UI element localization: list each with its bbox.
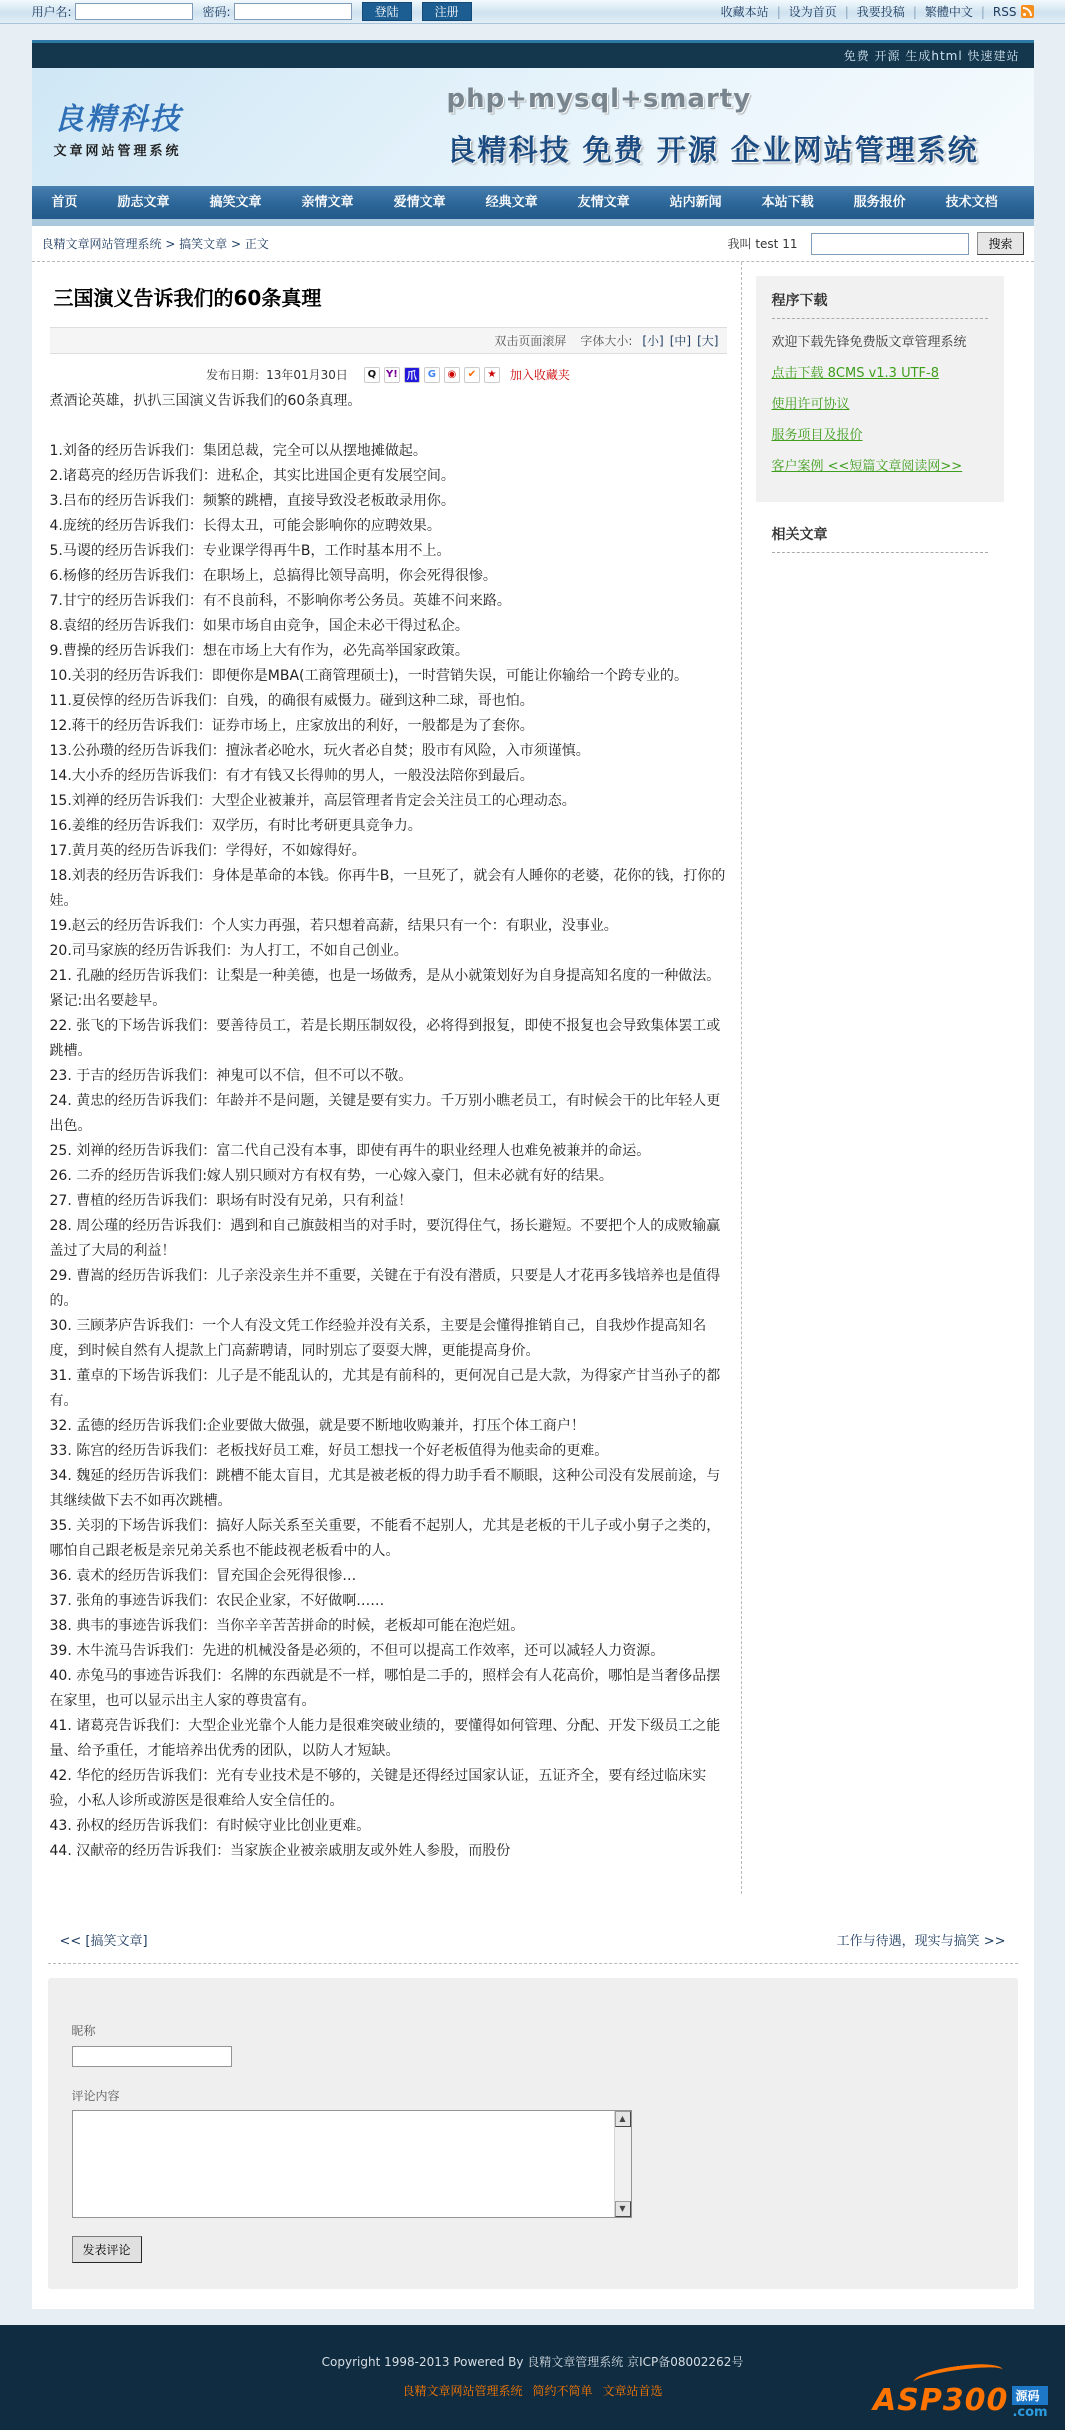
article-line: 11.夏侯惇的经历告诉我们：自残，的确很有威慑力。碰到这种二球，哥也怕。 xyxy=(49,693,534,709)
username-field[interactable] xyxy=(75,3,193,20)
article-column xyxy=(42,262,742,1894)
nav-item[interactable]: 亲情文章 xyxy=(301,195,354,210)
article-line: 43. 孙权的经历告诉我们：有时候守业比创业更难。 xyxy=(49,1818,371,1834)
prev-article-link[interactable]: << [搞笑文章] xyxy=(59,1934,148,1949)
article-pager xyxy=(42,1894,1024,1963)
asp300-text: ASP300 xyxy=(873,2382,1009,2418)
article-line: 10.关羽的经历告诉我们：即便你是MBA(工商管理硕士)，一时营销失误，可能让你输给一个跨专业的。 xyxy=(49,668,688,684)
logo-subtitle-text: 文章网站管理系统 xyxy=(53,144,182,159)
site-footer xyxy=(0,2325,1065,2430)
download-box xyxy=(756,276,1004,502)
favorite-icon[interactable]: ★ xyxy=(484,367,500,383)
asp300-com-text: .com xyxy=(1012,2404,1048,2420)
divider xyxy=(772,552,988,553)
article-line: 39. 木牛流马告诉我们：先进的机械没备是必须的，不但可以提高工作效率，还可以减轻人力资源。 xyxy=(49,1643,665,1659)
banner-tech-text: php+mysql+smarty xyxy=(446,84,752,114)
download-link[interactable]: 点击下载 8CMS v1.3 UTF-8 xyxy=(771,366,939,381)
logo-brand-text: 良精科技 xyxy=(53,102,182,137)
article-line: 8.袁绍的经历告诉我们：如果市场自由竞争，国企未必干得过私企。 xyxy=(49,618,469,634)
fontsize-link[interactable]: [小] xyxy=(642,334,664,348)
article-line: 7.甘宁的经历告诉我们：有不良前科，不影响你考公务员。英雄不问来路。 xyxy=(49,593,511,609)
search-button[interactable]: 搜索 xyxy=(977,232,1023,255)
breadcrumb[interactable]: 良精文章网站管理系统 > 搞笑文章 > 正文 xyxy=(41,237,269,251)
related-articles-title: 相关文章 xyxy=(771,527,828,543)
download-link[interactable]: 服务项目及报价 xyxy=(771,428,863,443)
nav-item[interactable]: 励志文章 xyxy=(117,195,170,210)
comment-content-label: 评论内容 xyxy=(71,2088,120,2103)
article-line: 40. 赤兔马的事迹告诉我们：名牌的东西就是不一样，哪怕是二手的，照样会有人花高价，哪怕是当奢侈品摆在家里，也可以显示出主人家的尊贵富有。 xyxy=(49,1668,721,1709)
scroll-hint-text[interactable]: 双击页面滚屏 xyxy=(494,334,567,348)
download-link[interactable]: 使用许可协议 xyxy=(771,397,850,412)
topbar-link[interactable]: 繁體中文 | xyxy=(925,3,993,20)
yuanma-badge: 源码 xyxy=(1012,2386,1047,2405)
rss-icon[interactable] xyxy=(1021,5,1034,18)
publish-date-label: 发布日期： xyxy=(206,368,267,382)
article-line: 14.大小乔的经历告诉我们：有才有钱又长得帅的男人，一般没法陪你到最后。 xyxy=(49,768,534,784)
article-line: 41. 诸葛亮告诉我们：大型企业光靠个人能力是很难突破业绩的，要懂得如何管理、分配、开发下级员工之能量、给予重任，才能培养出优秀的团队，以防人才短缺。 xyxy=(49,1718,721,1759)
submit-comment-button[interactable]: 发表评论 xyxy=(72,2236,142,2263)
nav-item[interactable]: 首页 xyxy=(51,195,78,210)
breadcrumb-row xyxy=(32,226,1034,262)
topbar-link[interactable]: 收藏本站 | xyxy=(721,3,789,20)
password-field[interactable] xyxy=(234,3,352,20)
topbar-links xyxy=(721,3,1017,20)
article-line: 23. 于吉的经历告诉我们：神鬼可以不信，但不可以不敬。 xyxy=(49,1068,413,1084)
article-line: 15.刘禅的经历告诉我们：大型企业被兼并，高层管理者肯定会关注员工的心理动态。 xyxy=(49,793,576,809)
divider xyxy=(48,1963,1018,1964)
topbar-link[interactable]: 我要投稿 | xyxy=(857,3,925,20)
site-logo[interactable] xyxy=(54,94,182,159)
google-icon[interactable]: G xyxy=(424,367,440,383)
article-line: 18.刘表的经历告诉我们：身体是革命的本钱。你再牛B，一旦死了，就会有人睡你的老婆，花你的钱，打你的娃。 xyxy=(49,868,726,909)
article-line: 16.姜维的经历告诉我们：双学历，有时比考研更具竞争力。 xyxy=(49,818,422,834)
scroll-down-icon[interactable]: ▼ xyxy=(615,2201,631,2217)
article-line: 2.诸葛亮的经历告诉我们：进私企，其实比进国企更有发展空间。 xyxy=(49,468,455,484)
password-label: 密码: xyxy=(202,5,231,19)
fontsize-label: 字体大小: xyxy=(580,334,633,348)
baidu-icon[interactable]: 爪 xyxy=(404,367,420,383)
hand-share-icon[interactable]: ✔ xyxy=(464,367,480,383)
yahoo-icon[interactable]: Y! xyxy=(384,367,400,383)
article-line: 25. 刘禅的经历告诉我们：富二代自己没有本事，即使有再牛的职业经理人也难免被兼并的命运。 xyxy=(49,1143,651,1159)
article-line: 9.曹操的经历告诉我们：想在市场上大有作为，必先高举国家政策。 xyxy=(49,643,469,659)
article-body xyxy=(50,439,727,1864)
article-meta-bar xyxy=(50,327,727,354)
article-intro: 煮酒论英雄，扒扒三国演义告诉我们的60条真理。 xyxy=(49,393,362,409)
article-line: 4.庞统的经历告诉我们：长得太丑，可能会影响你的应聘效果。 xyxy=(49,518,441,534)
article-line: 33. 陈宫的经历告诉我们：老板找好员工难，好员工想找一个好老板值得为他卖命的更难。 xyxy=(49,1443,609,1459)
nav-item[interactable]: 技术文档 xyxy=(945,195,998,210)
article-line: 19.赵云的经历告诉我们：个人实力再强，若只想着高薪，结果只有一个：有职业，没事业。 xyxy=(49,918,618,934)
article-line: 42. 华佗的经历告诉我们：光有专业技术是不够的，关键是还得经过国家认证，五证齐全，要有经过临床实验，小私人诊所或游医是很难给人安全信任的。 xyxy=(49,1768,707,1809)
topbar-link[interactable]: 设为首页 | xyxy=(789,3,857,20)
article-line: 38. 典韦的事迹告诉我们：当你辛辛苦苦拼命的时候，老板却可能在泡烂妞。 xyxy=(49,1618,525,1634)
nickname-label: 昵称 xyxy=(71,2024,96,2038)
download-welcome-text: 欢迎下载先锋免费版文章管理系统 xyxy=(771,335,967,350)
article-line: 22. 张飞的下场告诉我们：要善待员工，若是长期压制奴役，必将得到报复，即使不报复也会导致集体罢工或跳槽。 xyxy=(49,1018,721,1059)
article-title: 三国演义告诉我们的60条真理 xyxy=(53,286,322,310)
main-nav xyxy=(32,186,1034,219)
copyright-text: Copyright 1998-2013 Powered By 良精文章管理系统 京ICP备08002262号 xyxy=(321,2354,744,2369)
download-box-title: 程序下载 xyxy=(771,293,828,309)
article-line: 21. 孔融的经历告诉我们：让梨是一种美德，也是一场做秀，是从小就策划好为自身提高知名度的一种做法。紧记:出名要趁早。 xyxy=(49,968,721,1009)
nav-item[interactable]: 站内新闻 xyxy=(669,195,722,210)
qq-icon[interactable]: Q xyxy=(364,367,380,383)
fontsize-links xyxy=(636,332,718,349)
article-line: 17.黄月英的经历告诉我们：学得好，不如嫁得好。 xyxy=(49,843,366,859)
top-utility-bar xyxy=(0,0,1065,24)
add-favorite-link[interactable]: 加入收藏夹 xyxy=(509,368,570,382)
nav-item[interactable]: 友情文章 xyxy=(577,195,630,210)
fontsize-link[interactable]: [大] xyxy=(697,334,719,348)
comment-textarea-wrap xyxy=(72,2110,632,2218)
article-line: 44. 汉献帝的经历告诉我们：当家族企业被亲戚朋友或外姓人参股，而股份 xyxy=(49,1843,511,1859)
download-link[interactable]: 客户案例 <<短篇文章阅读网>> xyxy=(771,459,963,474)
fontsize-link[interactable]: [中] xyxy=(669,334,692,348)
header-banner xyxy=(32,68,1034,186)
article-line: 5.马谡的经历告诉我们：专业课学得再牛B，工作时基本用不上。 xyxy=(49,543,451,559)
nav-item[interactable]: 爱情文章 xyxy=(393,195,446,210)
article-line: 13.公孙瓒的经历告诉我们：擅泳者必呛水，玩火者必自焚；股市有风险，入市须谨慎。 xyxy=(49,743,590,759)
article-line: 30. 三顾茅庐告诉我们：一个人有没文凭工作经验并没有关系，主要是会懂得推销自己，自我炒作提高知名度，到时候自然有人提款上门高薪聘请，同时别忘了耍耍大牌，更能提高身价。 xyxy=(49,1318,707,1359)
login-button[interactable]: 登陆 xyxy=(362,2,412,21)
article-line: 3.吕布的经历告诉我们：频繁的跳槽，直接导致没老板敢录用你。 xyxy=(49,493,455,509)
article-line: 26. 二乔的经历告诉我们:嫁人别只顾对方有权有势，一心嫁入豪门，但未必就有好的结果。 xyxy=(49,1168,613,1184)
nav-bottom-strip xyxy=(32,219,1034,226)
header-topbar xyxy=(32,40,1034,68)
nav-item[interactable]: 服务报价 xyxy=(853,195,906,210)
asp300-logo[interactable] xyxy=(873,2366,1048,2420)
register-button[interactable]: 注册 xyxy=(422,2,472,21)
article-line: 27. 曹植的经历告诉我们：职场有时没有兄弟，只有利益！ xyxy=(49,1193,413,1209)
article-line: 20.司马家族的经历告诉我们：为人打工，不如自己创业。 xyxy=(49,943,408,959)
sidebar xyxy=(742,262,1010,1894)
share-icons xyxy=(364,367,504,383)
publish-date-value: 13年01月30日 xyxy=(266,368,348,382)
textarea-scrollbar[interactable] xyxy=(614,2111,631,2217)
nav-item[interactable]: 搞笑文章 xyxy=(209,195,262,210)
article-line: 1.刘备的经历告诉我们：集团总裁，完全可以从摆地摊做起。 xyxy=(49,443,427,459)
banner-slogan-text: 良精科技 免费 开源 企业网站管理系统 xyxy=(446,133,979,167)
comment-textarea[interactable] xyxy=(73,2111,614,2217)
nickname-input[interactable] xyxy=(72,2046,232,2067)
related-articles-box xyxy=(756,524,1004,553)
article-line: 28. 周公瑾的经历告诉我们：遇到和自己旗鼓相当的对手时，要沉得住气，扬长避短。不要把个人的成败输赢盖过了大局的利益！ xyxy=(49,1218,721,1259)
footer-link[interactable]: 文章站首选 xyxy=(602,2383,663,2398)
download-links xyxy=(772,362,988,474)
site-header xyxy=(32,40,1034,226)
article-line: 32. 孟德的经历告诉我们:企业要做大做强，就是要不断地收购兼并，打压个体工商户！ xyxy=(49,1418,585,1434)
nav-item[interactable]: 经典文章 xyxy=(485,195,538,210)
article-line: 35. 关羽的下场告诉我们：搞好人际关系至关重要，不能看不起别人，尤其是老板的干儿子或小舅子之类的，哪怕自己跟老板是亲兄弟关系也不能歧视老板看中的人。 xyxy=(49,1518,721,1559)
scroll-up-icon[interactable]: ▲ xyxy=(615,2111,631,2127)
divider xyxy=(772,318,988,319)
article-line: 12.蒋干的经历告诉我们：证券市场上，庄家放出的利好，一般都是为了套你。 xyxy=(49,718,534,734)
article-line: 36. 袁术的经历告诉我们：冒充国企会死得很惨… xyxy=(49,1568,357,1584)
search-input[interactable] xyxy=(811,233,969,255)
topbar-link[interactable]: RSS xyxy=(992,4,1017,19)
nav-item[interactable]: 本站下载 xyxy=(761,195,814,210)
article-line: 31. 董卓的下场告诉我们：儿子是不能乱认的，尤其是有前科的，更何况自己是大款，为得家产甘当孙子的都有。 xyxy=(49,1368,721,1409)
article-line: 34. 魏延的经历告诉我们：跳槽不能太盲目，尤其是被老板的得力助手看不顺眼，这种公司没有发展前途，与其继续做下去不如再次跳槽。 xyxy=(49,1468,721,1509)
article-line: 29. 曹嵩的经历告诉我们：儿子亲没亲生并不重要，关键在于有没有潜质，只要是人才花再多钱培养也是值得的。 xyxy=(49,1268,721,1309)
footer-link[interactable]: 简约不简单 xyxy=(532,2383,593,2398)
footer-link[interactable]: 良精文章网站管理系统 xyxy=(402,2383,523,2398)
content-area xyxy=(32,262,1034,2309)
article-line: 24. 黄忠的经历告诉我们：年龄并不是问题，关键是要有实力。千万别小瞧老员工，有时候会干的比年轻人更出色。 xyxy=(49,1093,721,1134)
username-label: 用户名: xyxy=(31,5,72,19)
comment-box xyxy=(48,1978,1018,2289)
article-line: 37. 张角的事迹告诉我们：农民企业家，不好做啊…… xyxy=(49,1593,385,1609)
next-article-link[interactable]: 工作与待遇，现实与搞笑 >> xyxy=(836,1934,1006,1949)
publish-row xyxy=(50,354,727,389)
sina-eye-icon[interactable]: ◉ xyxy=(444,367,460,383)
header-slogan: 免费 开源 生成html 快速建站 xyxy=(843,49,1020,63)
welcome-user-text: 我叫 test 11 xyxy=(727,237,798,251)
article-line: 6.杨修的经历告诉我们：在职场上，总搞得比领导高明，你会死得很惨。 xyxy=(49,568,497,584)
